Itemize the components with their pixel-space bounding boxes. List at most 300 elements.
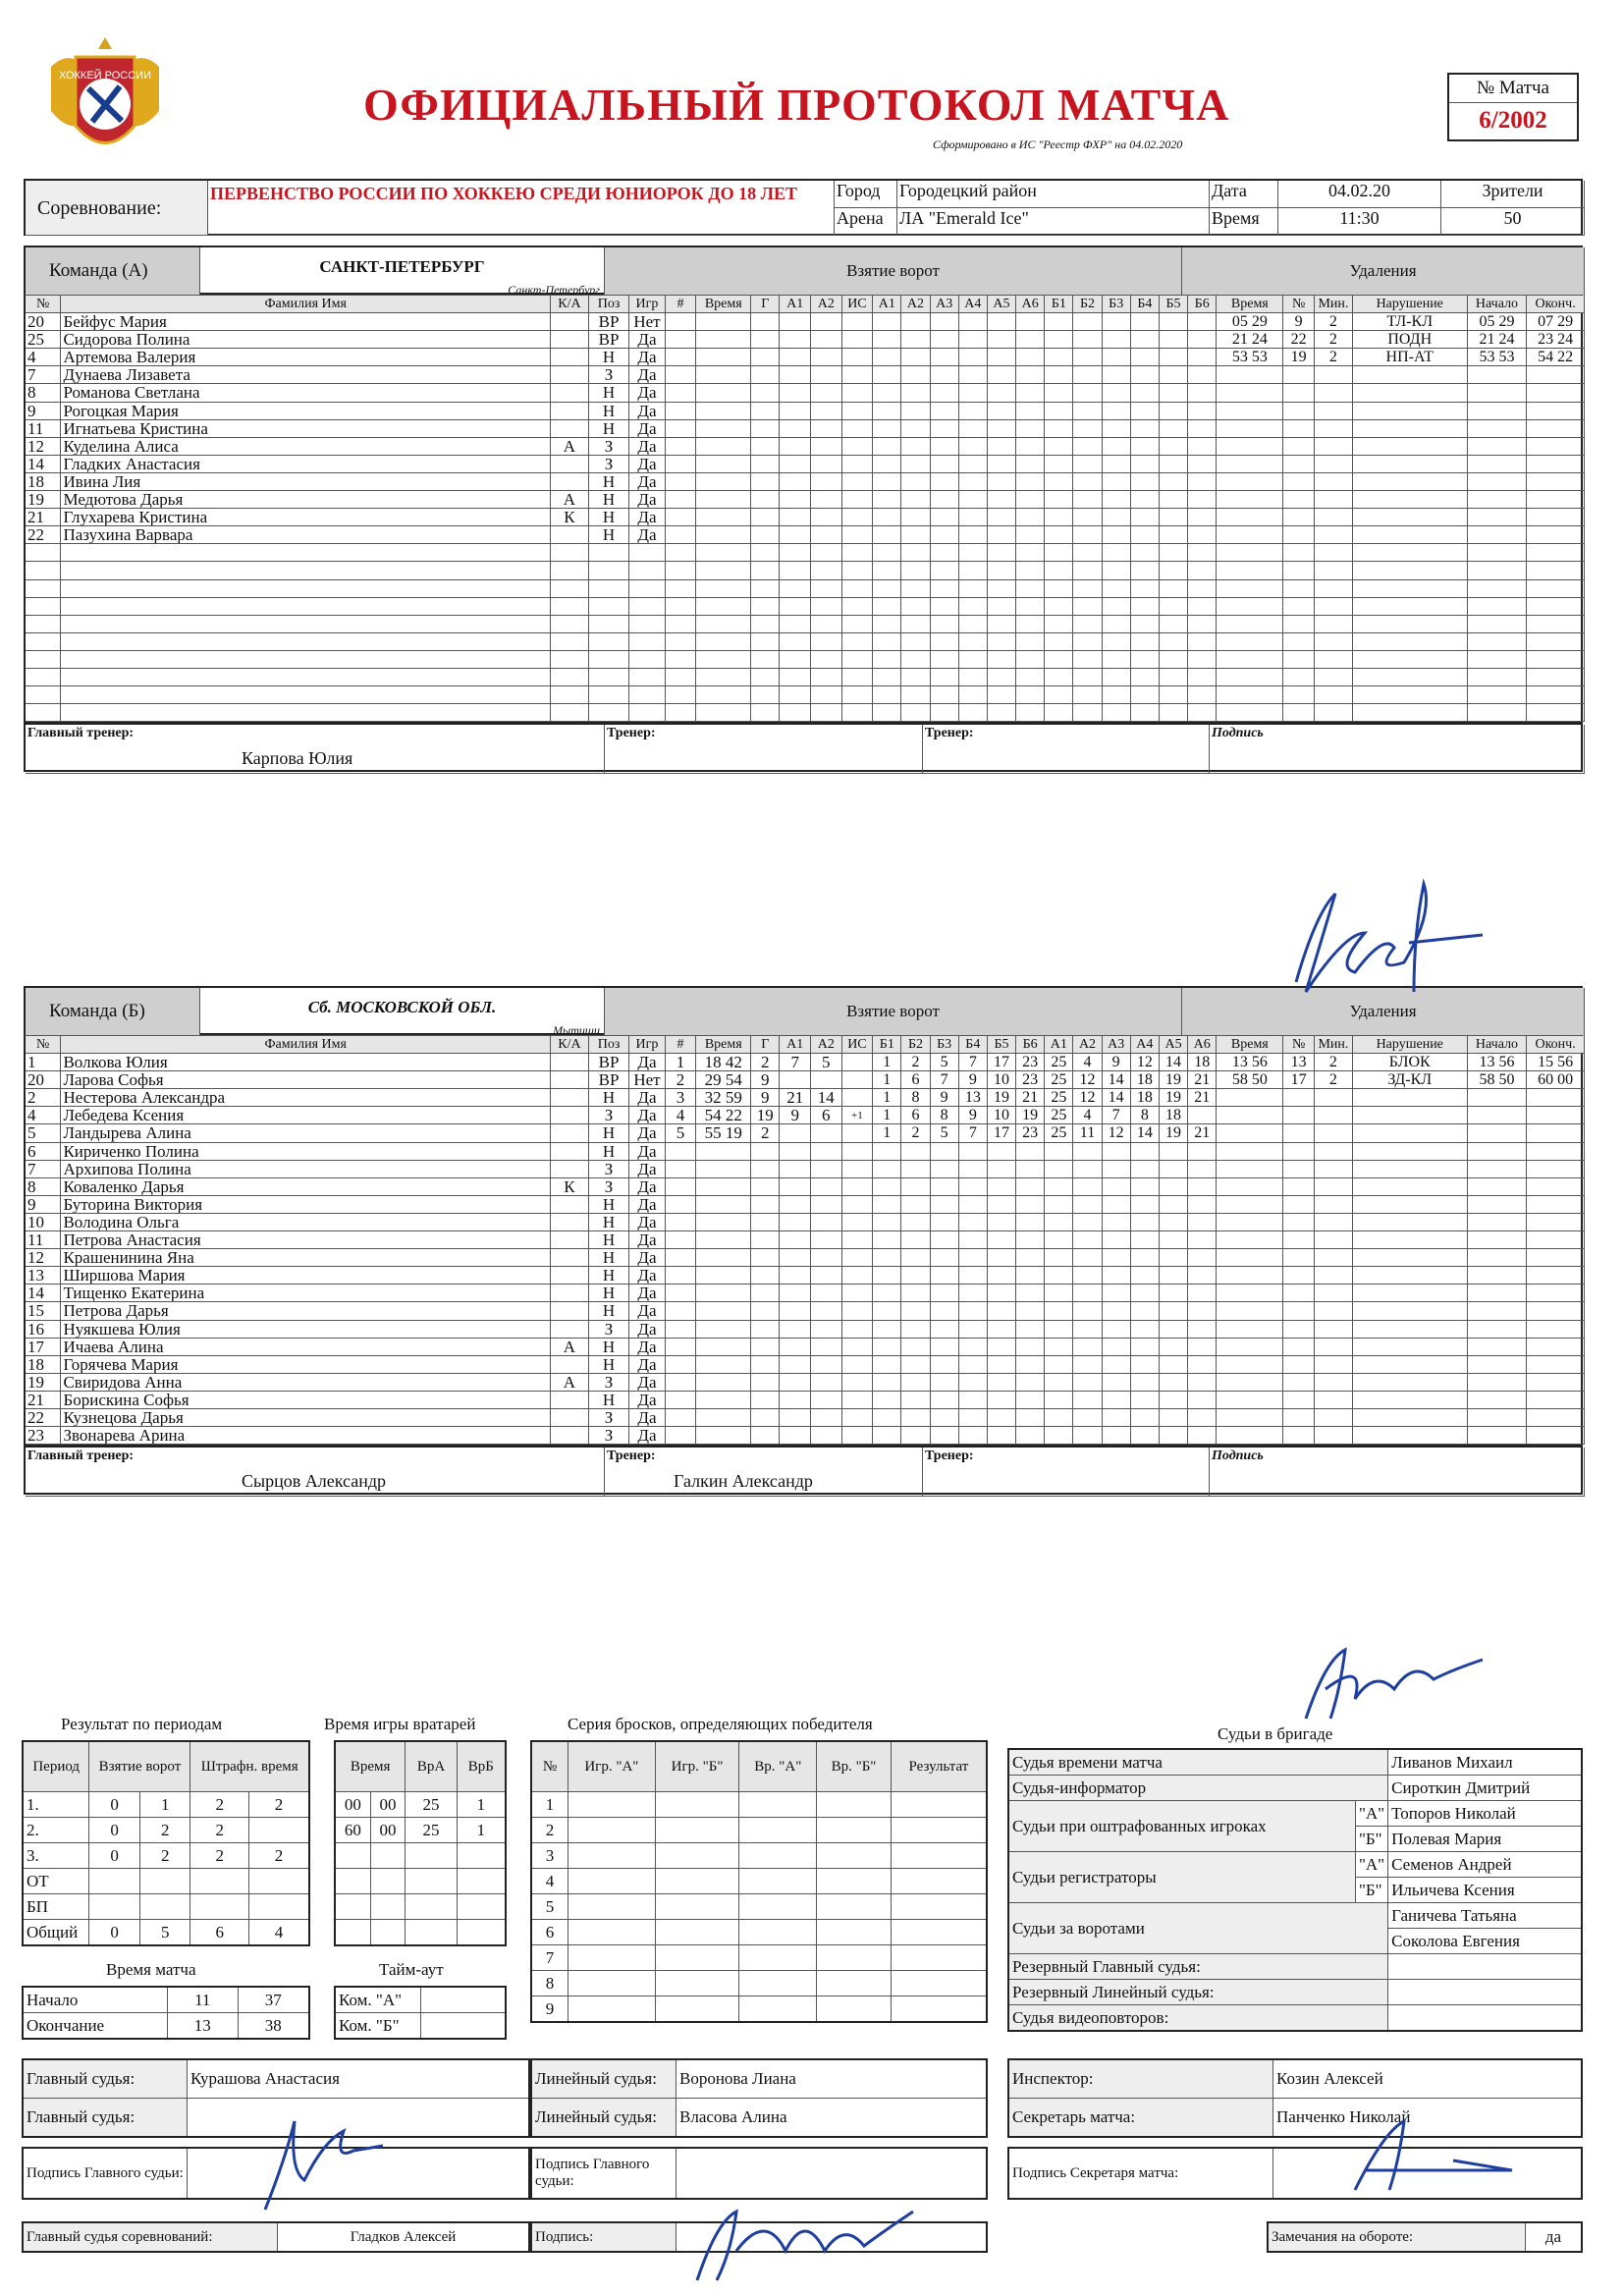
team_b-onice-cell: 5 — [931, 1054, 959, 1071]
match-start-h: 11 — [168, 1987, 239, 2013]
team_a-goal-cell — [666, 331, 697, 349]
team_b-player-name-text: Волкова Юлия — [63, 1054, 168, 1072]
date: 04.02.20 — [1278, 181, 1441, 208]
team_b-penalty-cell — [1315, 1285, 1353, 1302]
team_a-onice-cell — [931, 331, 959, 349]
team_a-player-ka — [551, 456, 589, 473]
shootout-row — [531, 1843, 987, 1869]
team_b-goal-cell — [780, 1231, 811, 1249]
shootout-cell — [568, 1792, 656, 1818]
team_b-onice-cell: 14 — [1131, 1124, 1160, 1142]
team_a-header-cell: А2 — [901, 296, 930, 313]
team_b-onice-cell — [1073, 1427, 1102, 1445]
team_a-onice-cell — [1016, 580, 1045, 598]
team_a-onice-cell — [873, 456, 901, 473]
team_a-player-no — [26, 651, 61, 669]
team_a-onice-cell — [901, 473, 930, 491]
team_b-onice-cell — [1188, 1231, 1217, 1249]
team_b-player-no: 18 — [26, 1356, 61, 1374]
period-cell: 2 — [248, 1843, 309, 1869]
team_b-goal-cell — [842, 1161, 874, 1178]
team_a-penalty-cell — [1353, 509, 1468, 526]
team_a-onice-cell — [1045, 544, 1073, 562]
team_a-player-pos — [589, 580, 629, 598]
team_a-table — [24, 295, 1583, 724]
secretary-label: Секретарь матча: — [1008, 2099, 1273, 2138]
team_a-onice-cell — [873, 598, 901, 616]
shootout-cell — [891, 1792, 987, 1818]
team_b-goal-cell — [696, 1231, 751, 1249]
team_b-onice-cell: 2 — [901, 1124, 930, 1142]
team_a-goal-cell — [751, 580, 780, 598]
team_b-goal-cell — [696, 1161, 751, 1178]
team_b-penalty-cell — [1353, 1339, 1468, 1356]
shootout-no: 9 — [531, 1996, 568, 2023]
team_b-goal-cell — [811, 1249, 842, 1267]
team_b-goals-title: Взятие ворот — [605, 988, 1182, 1037]
match-end-label: Окончание — [23, 2013, 168, 2040]
team_b-header-cell: А2 — [1073, 1036, 1102, 1054]
team_a-penalty-cell — [1353, 598, 1468, 616]
shootout-row — [531, 1894, 987, 1920]
team_b-goal-cell — [811, 1409, 842, 1427]
team_a-onice-cell — [1016, 509, 1045, 526]
team_b-onice-cell — [1045, 1267, 1073, 1285]
team_a-goal-cell — [780, 331, 811, 349]
team_b-penalty-cell — [1468, 1285, 1528, 1302]
team_a-goal-cell — [811, 616, 842, 633]
team_b-player-name-text: Звонарева Арина — [63, 1427, 186, 1446]
team_a-goal-cell — [666, 704, 697, 722]
goalie-cell — [370, 1894, 406, 1920]
team_b-penalty-cell — [1527, 1285, 1584, 1302]
team_b-player-ka — [551, 1196, 589, 1214]
team_a-header-cell: # — [666, 296, 697, 313]
team_a-goal-cell — [842, 562, 874, 579]
team_a-onice-cell — [1188, 616, 1217, 633]
team_a-goal-cell — [751, 331, 780, 349]
team_b-onice-cell — [1160, 1161, 1188, 1178]
team_b-player-played: Да — [629, 1249, 665, 1267]
team_b-penalty-cell: ЗД-КЛ — [1353, 1071, 1468, 1089]
team_a-onice-cell — [959, 473, 988, 491]
team_a-onice-cell — [873, 509, 901, 526]
team_a-penalty-cell — [1283, 580, 1315, 598]
team_b-onice-cell — [931, 1178, 959, 1196]
team_a-onice-cell — [1188, 651, 1217, 669]
team_b-goal-cell — [842, 1302, 874, 1320]
team_b-penalty-cell — [1527, 1107, 1584, 1124]
team_b-onice-cell — [1016, 1161, 1045, 1178]
crew-video — [1388, 2005, 1582, 2032]
team_a-header-cell: А5 — [988, 296, 1016, 313]
team_a-player-no: 12 — [26, 438, 61, 456]
team_a-player-no — [26, 686, 61, 704]
team_b-penalty-cell — [1353, 1107, 1468, 1124]
team_a-player-pos: З — [589, 456, 629, 473]
team_b-penalty-cell — [1468, 1107, 1528, 1124]
team_b-onice-cell — [1016, 1143, 1045, 1161]
team_b-goal-cell — [780, 1339, 811, 1356]
team_a-goal-cell — [696, 704, 751, 722]
team_a-onice-cell — [1131, 403, 1160, 420]
team_b-penalty-cell — [1217, 1392, 1283, 1409]
team_b-penalty-cell — [1315, 1214, 1353, 1231]
shootout-row — [531, 1996, 987, 2023]
team_b-goal-cell — [780, 1178, 811, 1196]
team_b-penalty-cell — [1527, 1302, 1584, 1320]
team_a-penalty-cell — [1353, 580, 1468, 598]
team_a-player-pos: Н — [589, 509, 629, 526]
match-number: 6/2002 — [1479, 107, 1547, 134]
team_b-onice-cell — [873, 1214, 901, 1231]
team_a-player-no — [26, 669, 61, 686]
team_a-player-ka — [551, 313, 589, 331]
team_a-onice-cell — [1073, 313, 1102, 331]
team_b-onice-cell — [1045, 1161, 1073, 1178]
team_a-onice-cell — [931, 651, 959, 669]
team_a-onice-cell — [1045, 598, 1073, 616]
team_b-goal-cell — [751, 1161, 780, 1178]
goalie-row-empty — [335, 1894, 506, 1920]
team_b-onice-cell — [873, 1161, 901, 1178]
team_a-goal-cell — [666, 562, 697, 579]
team_a-penalty-cell — [1353, 669, 1468, 686]
inspector: Козин Алексей — [1273, 2059, 1583, 2099]
team_b-header-cell: К/А — [551, 1036, 589, 1054]
team_b-goal-cell: 2 — [751, 1054, 780, 1071]
team_b-onice-cell — [873, 1249, 901, 1267]
team_b-onice-cell: 4 — [1073, 1054, 1102, 1071]
team_a-goal-cell — [811, 313, 842, 331]
team_a-onice-cell — [1131, 420, 1160, 438]
line-referee-label: Линейный судья: — [531, 2059, 677, 2099]
team_b-penalty-cell — [1283, 1339, 1315, 1356]
team_b-onice-cell — [1188, 1356, 1217, 1374]
team_b-onice-cell: 19 — [1160, 1071, 1188, 1089]
main-referee-label: Главный судья: — [23, 2059, 188, 2099]
crew-informer: Сироткин Дмитрий — [1388, 1776, 1582, 1801]
team_a-penalty-cell — [1527, 456, 1584, 473]
team_a-onice-cell — [1160, 331, 1188, 349]
team_a-goal-cell — [696, 651, 751, 669]
team_a-goal-cell — [751, 473, 780, 491]
team_b-penalty-cell — [1527, 1356, 1584, 1374]
team_a-penalty-cell — [1217, 420, 1283, 438]
team_b-player-name — [61, 1161, 551, 1178]
team_a-penalty-cell — [1283, 366, 1315, 384]
team_a-onice-cell — [1103, 313, 1131, 331]
team_a-player-played: Да — [629, 420, 665, 438]
team_b-onice-cell: 1 — [873, 1124, 901, 1142]
team_a-penalty-cell — [1315, 598, 1353, 616]
team_a-penalty-cell — [1283, 616, 1315, 633]
period-row — [23, 1869, 309, 1894]
team_b-goal-cell: 18 42 — [696, 1054, 751, 1071]
period-cell — [248, 1894, 309, 1920]
team_a-penalty-cell — [1315, 562, 1353, 579]
team_a-penalty-cell — [1283, 544, 1315, 562]
team_a-penalty-cell — [1283, 651, 1315, 669]
team_a-onice-cell — [1188, 438, 1217, 456]
team_b-table — [24, 1035, 1583, 1447]
team_a-onice-cell — [1103, 686, 1131, 704]
team_b-onice-cell — [1073, 1409, 1102, 1427]
team_b-onice-cell — [931, 1302, 959, 1320]
team_a-penalty-cell — [1217, 616, 1283, 633]
team_b-onice-cell — [931, 1196, 959, 1214]
team_b-penalty-cell — [1217, 1302, 1283, 1320]
team_b-onice-cell — [901, 1409, 930, 1427]
team_b-player-pos: Н — [589, 1356, 629, 1374]
team_a-goal-cell — [751, 349, 780, 366]
team_b-onice-cell — [1073, 1196, 1102, 1214]
team_b-penalty-cell — [1315, 1356, 1353, 1374]
team_b-player-name — [61, 1054, 551, 1071]
team_a-label: Команда (А) — [26, 247, 200, 297]
goalie-row-empty — [335, 1843, 506, 1869]
team_b-onice-cell — [1016, 1374, 1045, 1392]
team_b-onice-cell: 9 — [931, 1089, 959, 1107]
team_b-onice-cell — [1103, 1196, 1131, 1214]
team_b-player-no: 22 — [26, 1409, 61, 1427]
team_b-onice-cell: 10 — [988, 1107, 1016, 1124]
team_a-penalty-cell — [1527, 616, 1584, 633]
team_a-penalty-cell — [1468, 456, 1528, 473]
team_a-onice-cell — [1160, 580, 1188, 598]
team_a-player-played: Да — [629, 384, 665, 402]
team_b-goal-cell — [811, 1231, 842, 1249]
team_a-goal-cell — [696, 562, 751, 579]
team_b-player-pos: З — [589, 1107, 629, 1124]
team_a-onice-cell — [873, 704, 901, 722]
team_b-goal-cell — [751, 1427, 780, 1445]
team_a-onice-cell — [1045, 669, 1073, 686]
team_a-header-cell: Б3 — [1103, 296, 1131, 313]
line-referee-2: Власова Алина — [677, 2099, 988, 2138]
team_a-onice-cell — [959, 562, 988, 579]
team_b-player-played: Да — [629, 1339, 665, 1356]
team_a-onice-cell — [1073, 562, 1102, 579]
team_a-penalty-cell — [1315, 704, 1353, 722]
team_b-player-pos: Н — [589, 1392, 629, 1409]
team_b-penalty-cell — [1283, 1178, 1315, 1196]
signature-secretary — [1335, 2111, 1532, 2200]
team_a-onice-cell — [931, 403, 959, 420]
goalie-cell — [370, 1843, 406, 1869]
team_a-onice-cell — [1188, 420, 1217, 438]
team_a-goal-cell — [696, 331, 751, 349]
team_a-onice-cell — [1103, 616, 1131, 633]
team_a-penalty-cell: 05 29 — [1468, 313, 1528, 331]
crew-title: Судьи в бригаде — [1218, 1724, 1333, 1743]
team_b-penalty-cell — [1527, 1124, 1584, 1142]
team_b-penalty-cell: 13 56 — [1217, 1054, 1283, 1071]
team_a-player-name — [61, 598, 551, 616]
team_b-onice-cell: 23 — [1016, 1124, 1045, 1142]
team_b-header-cell: Б6 — [1016, 1036, 1045, 1054]
team_b-onice-cell — [1131, 1231, 1160, 1249]
team_b-player-name — [61, 1178, 551, 1196]
team_b-onice-cell — [1160, 1196, 1188, 1214]
team_a-onice-cell — [1188, 349, 1217, 366]
team_b-player-pos: Н — [589, 1249, 629, 1267]
team_b-onice-cell — [1016, 1392, 1045, 1409]
team_b-signature-cell — [1210, 1448, 1585, 1497]
team_a-onice-cell — [901, 526, 930, 544]
team_b-onice-cell — [988, 1214, 1016, 1231]
team_b-onice-cell — [1016, 1196, 1045, 1214]
team_a-penalty-cell — [1527, 403, 1584, 420]
team_a-onice-cell — [1160, 420, 1188, 438]
protocol-title: ОФИЦИАЛЬНЫЙ ПРОТОКОЛ МАТЧА — [363, 80, 1230, 130]
team_b-onice-cell — [1073, 1161, 1102, 1178]
team_b-player-name-text: Нуякшева Юлия — [63, 1320, 181, 1339]
team_a-onice-cell — [1016, 544, 1045, 562]
team_b-goal-cell — [811, 1302, 842, 1320]
team_b-onice-cell: 1 — [873, 1089, 901, 1107]
team_a-onice-cell — [1073, 349, 1102, 366]
team_a-onice-cell — [959, 313, 988, 331]
team_a-goal-cell — [780, 403, 811, 420]
team_a-player-pos — [589, 651, 629, 669]
team_a-player-played: Нет — [629, 313, 665, 331]
team_b-header-cell: А3 — [1103, 1036, 1131, 1054]
team_b-onice-cell: 23 — [1016, 1071, 1045, 1089]
team_b-goal-cell: 5 — [811, 1054, 842, 1071]
team_a-onice-cell — [1131, 456, 1160, 473]
team_a-onice-cell — [1016, 313, 1045, 331]
team_b-penalty-cell — [1468, 1249, 1528, 1267]
team_a-player-name — [61, 384, 551, 402]
team_a-player-ka — [551, 669, 589, 686]
team_a-player-no — [26, 633, 61, 651]
team_a-goal-cell — [696, 384, 751, 402]
timeout-table — [334, 1986, 507, 2040]
team_a-penalty-cell — [1283, 633, 1315, 651]
team_b-goal-cell — [666, 1143, 697, 1161]
team_b-player-pos: ВР — [589, 1054, 629, 1071]
line-referee-1: Воронова Лиана — [677, 2059, 988, 2099]
team_a-header-cell: А6 — [1016, 296, 1045, 313]
team_a-penalty-cell — [1283, 509, 1315, 526]
team_a-header-cell: Мин. — [1315, 296, 1353, 313]
team_a-penalty-cell — [1527, 669, 1584, 686]
team_b-onice-cell — [988, 1321, 1016, 1339]
team_a-player-no — [26, 616, 61, 633]
team_a-penalty-cell: НП-АТ — [1353, 349, 1468, 366]
team_b-player-ka — [551, 1054, 589, 1071]
team_a-onice-cell — [959, 491, 988, 509]
team_b-onice-cell — [1103, 1178, 1131, 1196]
team_a-penalty-cell — [1217, 366, 1283, 384]
team_b-penalty-cell — [1283, 1124, 1315, 1142]
team_a-onice-cell — [1045, 562, 1073, 579]
team_a-onice-cell — [931, 366, 959, 384]
team_a-player-name-text: Бейфус Мария — [63, 313, 167, 332]
team_b-onice-cell — [959, 1302, 988, 1320]
team_b-penalty-cell — [1353, 1302, 1468, 1320]
team_b-goal-cell — [811, 1392, 842, 1409]
svg-text:ХОККЕЙ РОССИИ: ХОККЕЙ РОССИИ — [59, 70, 151, 82]
team_b-penalty-cell — [1527, 1089, 1584, 1107]
shootout-cell — [568, 1971, 656, 1996]
team_a-player-ka — [551, 580, 589, 598]
team_a-penalty-cell — [1527, 562, 1584, 579]
team_b-penalty-cell: 2 — [1315, 1054, 1353, 1071]
team_b-onice-cell — [1160, 1249, 1188, 1267]
team_a-onice-cell — [959, 438, 988, 456]
team_b-onice-cell — [1131, 1339, 1160, 1356]
team_b-penalty-cell — [1217, 1249, 1283, 1267]
team_a-onice-cell — [1045, 331, 1073, 349]
team_a-goal-cell — [811, 473, 842, 491]
team_a-header-cell: Б1 — [1045, 296, 1073, 313]
team_b-onice-cell: 6 — [901, 1071, 930, 1089]
generated-note: Сформировано в ИС "Реестр ФХР" на 04.02.2020 — [933, 137, 1183, 151]
team_b-onice-cell — [1016, 1321, 1045, 1339]
team_a-onice-cell — [1188, 473, 1217, 491]
team_a-goal-cell — [666, 384, 697, 402]
team_a-onice-cell — [901, 491, 930, 509]
team_b-penalty-cell — [1527, 1196, 1584, 1214]
team_a-penalty-cell — [1353, 438, 1468, 456]
team_b-onice-cell: 18 — [1131, 1071, 1160, 1089]
team_a-penalty-cell — [1217, 669, 1283, 686]
team_a-onice-cell — [988, 438, 1016, 456]
team_a-onice-cell — [1016, 686, 1045, 704]
team_b-penalty-cell — [1468, 1409, 1528, 1427]
team_b-onice-cell: 17 — [988, 1054, 1016, 1071]
team_a-onice-cell — [1016, 598, 1045, 616]
team_b-onice-cell — [1045, 1302, 1073, 1320]
team_b-player-no: 10 — [26, 1214, 61, 1231]
team_b-onice-cell — [1131, 1321, 1160, 1339]
team_b-header-cell: Б2 — [901, 1036, 930, 1054]
team_b-player-ka — [551, 1285, 589, 1302]
shootout-h-a: Игр. "А" — [568, 1741, 656, 1792]
team_a-player-no: 21 — [26, 509, 61, 526]
team_a-player-name — [61, 456, 551, 473]
team_b-onice-cell — [1103, 1161, 1131, 1178]
team_b-onice-cell — [873, 1178, 901, 1196]
team_a-onice-cell — [873, 544, 901, 562]
team_a-onice-cell — [988, 366, 1016, 384]
team_b-penalty-cell — [1217, 1267, 1283, 1285]
team_a-header-cell: Фамилия Имя — [61, 296, 551, 313]
team_a-goal-cell — [811, 526, 842, 544]
team_b-player-name — [61, 1392, 551, 1409]
team_b-onice-cell — [1160, 1231, 1188, 1249]
team_a-onice-cell — [1045, 384, 1073, 402]
team_a-onice-cell — [1045, 366, 1073, 384]
team_a-onice-cell — [988, 616, 1016, 633]
inspector-label: Инспектор: — [1008, 2059, 1273, 2099]
team_b-player-played: Да — [629, 1124, 665, 1142]
crew-goal-label: Судьи за воротами — [1008, 1903, 1388, 1954]
team_a-onice-cell — [988, 704, 1016, 722]
team_a-onice-cell — [1160, 491, 1188, 509]
shootout-h-vb: Вр. "Б" — [817, 1741, 892, 1792]
team_a-penalty-cell: 05 29 — [1217, 313, 1283, 331]
team_a-onice-cell — [1160, 704, 1188, 722]
team_a-player-played — [629, 616, 665, 633]
team_b-player-no: 6 — [26, 1143, 61, 1161]
team_b-onice-cell: 25 — [1045, 1124, 1073, 1142]
team_b-header-cell: Б3 — [931, 1036, 959, 1054]
team_a-onice-cell — [873, 562, 901, 579]
team_a-penalty-cell — [1527, 438, 1584, 456]
